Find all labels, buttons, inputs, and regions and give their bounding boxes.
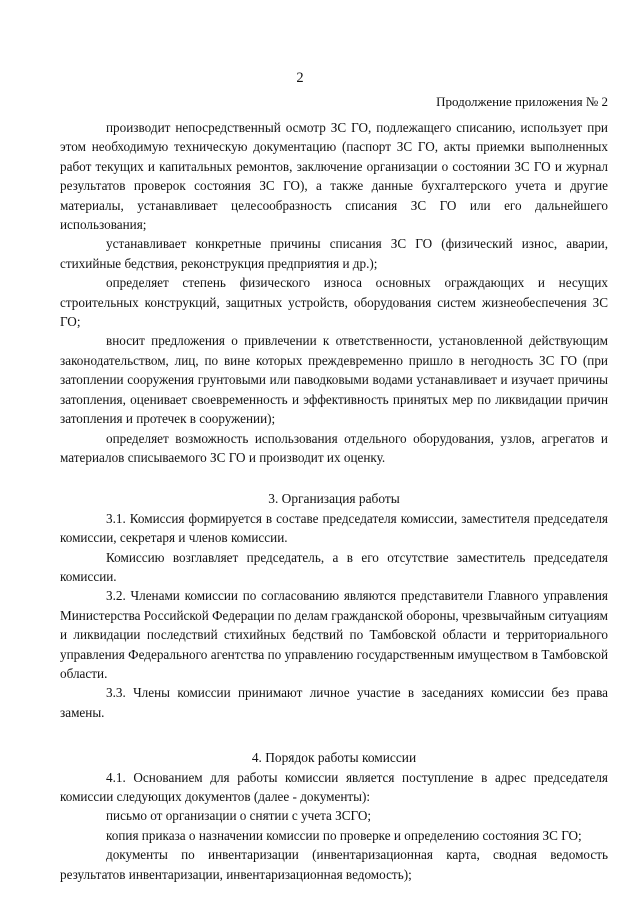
page-number: 2 (296, 70, 304, 86)
section-heading: 3. Организация работы (268, 491, 400, 507)
paragraph: документы по инвентаризации (инвентаризационная карта, сводная ведомость результатов инвентаризации, инвентаризационная ведомость); (60, 847, 608, 882)
paragraph: 3.1. Комиссия формируется в составе председателя комиссии, заместителя председателя комиссии, секретаря и членов комиссии. (60, 510, 608, 546)
paragraph: производит непосредственный осмотр ЗС ГО, подлежащего списанию, использует при этом необходимую техническую документацию (паспорт ЗС ГО, акты приемки выполненных работ текущих и капитальных ремонтов, заключение организации о состоянии ЗС ГО и журнал результатов проверок состояния ЗС ГО), а также данные бухгалтерского учета и другие материалы, устанавливает целесообразность списания ЗС ГО или его дальнейшего использования; (60, 120, 608, 233)
paragraph: копия приказа о назначении комиссии по проверке и определению состояния ЗС ГО; (106, 827, 582, 843)
paragraph: 4.1. Основанием для работы комиссии является поступление в адрес председателя комиссии следующих документов (далее - документы): (60, 769, 608, 804)
paragraph: устанавливает конкретные причины списания ЗС ГО (физический износ, аварии, стихийные бедствия, реконструкция предприятия и др.); (60, 236, 608, 271)
paragraph: определяет степень физического износа основных ограждающих и несущих строительных конструкций, защитных устройств, оборудования систем жизнеобеспечения ЗС ГО; (60, 275, 608, 330)
paragraph: определяет возможность использования отдельного оборудования, узлов, агрегатов и материалов списываемого ЗС ГО и производит их оценку. (60, 430, 608, 465)
section-heading: 4. Порядок работы комиссии (251, 750, 417, 766)
paragraph: 3.2. Членами комиссии по согласованию являются представители Главного управления Министерства Российской Федерации по делам гражданской обороны, чрезвычайным ситуациям и ликвидации последствий стихийных бедствий по Тамбовской области и территориального управления Федерального агентства по управлению государственным имуществом в Тамбовской области. (60, 588, 608, 681)
paragraph: Комиссию возглавляет председатель, а в его отсутствие заместитель председателя комиссии. (60, 549, 608, 584)
paragraph: письмо от организации о снятии с учета ЗСГО; (106, 808, 372, 824)
paragraph: вносит предложения о привлечении к ответственности, установленной действующим законодательством, лиц, по вине которых преждевременно пришло в негодность ЗС ГО (при затоплении сооружения грунтовыми или паводковыми водами устанавливает и изучает причины затопления, оценивает своевременность и эффективность принятых мер по ликвидации причин затопления и протечек в сооружении); (60, 333, 608, 427)
annex-label: Продолжение приложения № 2 (436, 94, 608, 109)
document-body (60, 118, 608, 884)
paragraph: 3.3. Члены комиссии принимают личное участие в заседаниях комиссии без права замены. (60, 685, 608, 720)
